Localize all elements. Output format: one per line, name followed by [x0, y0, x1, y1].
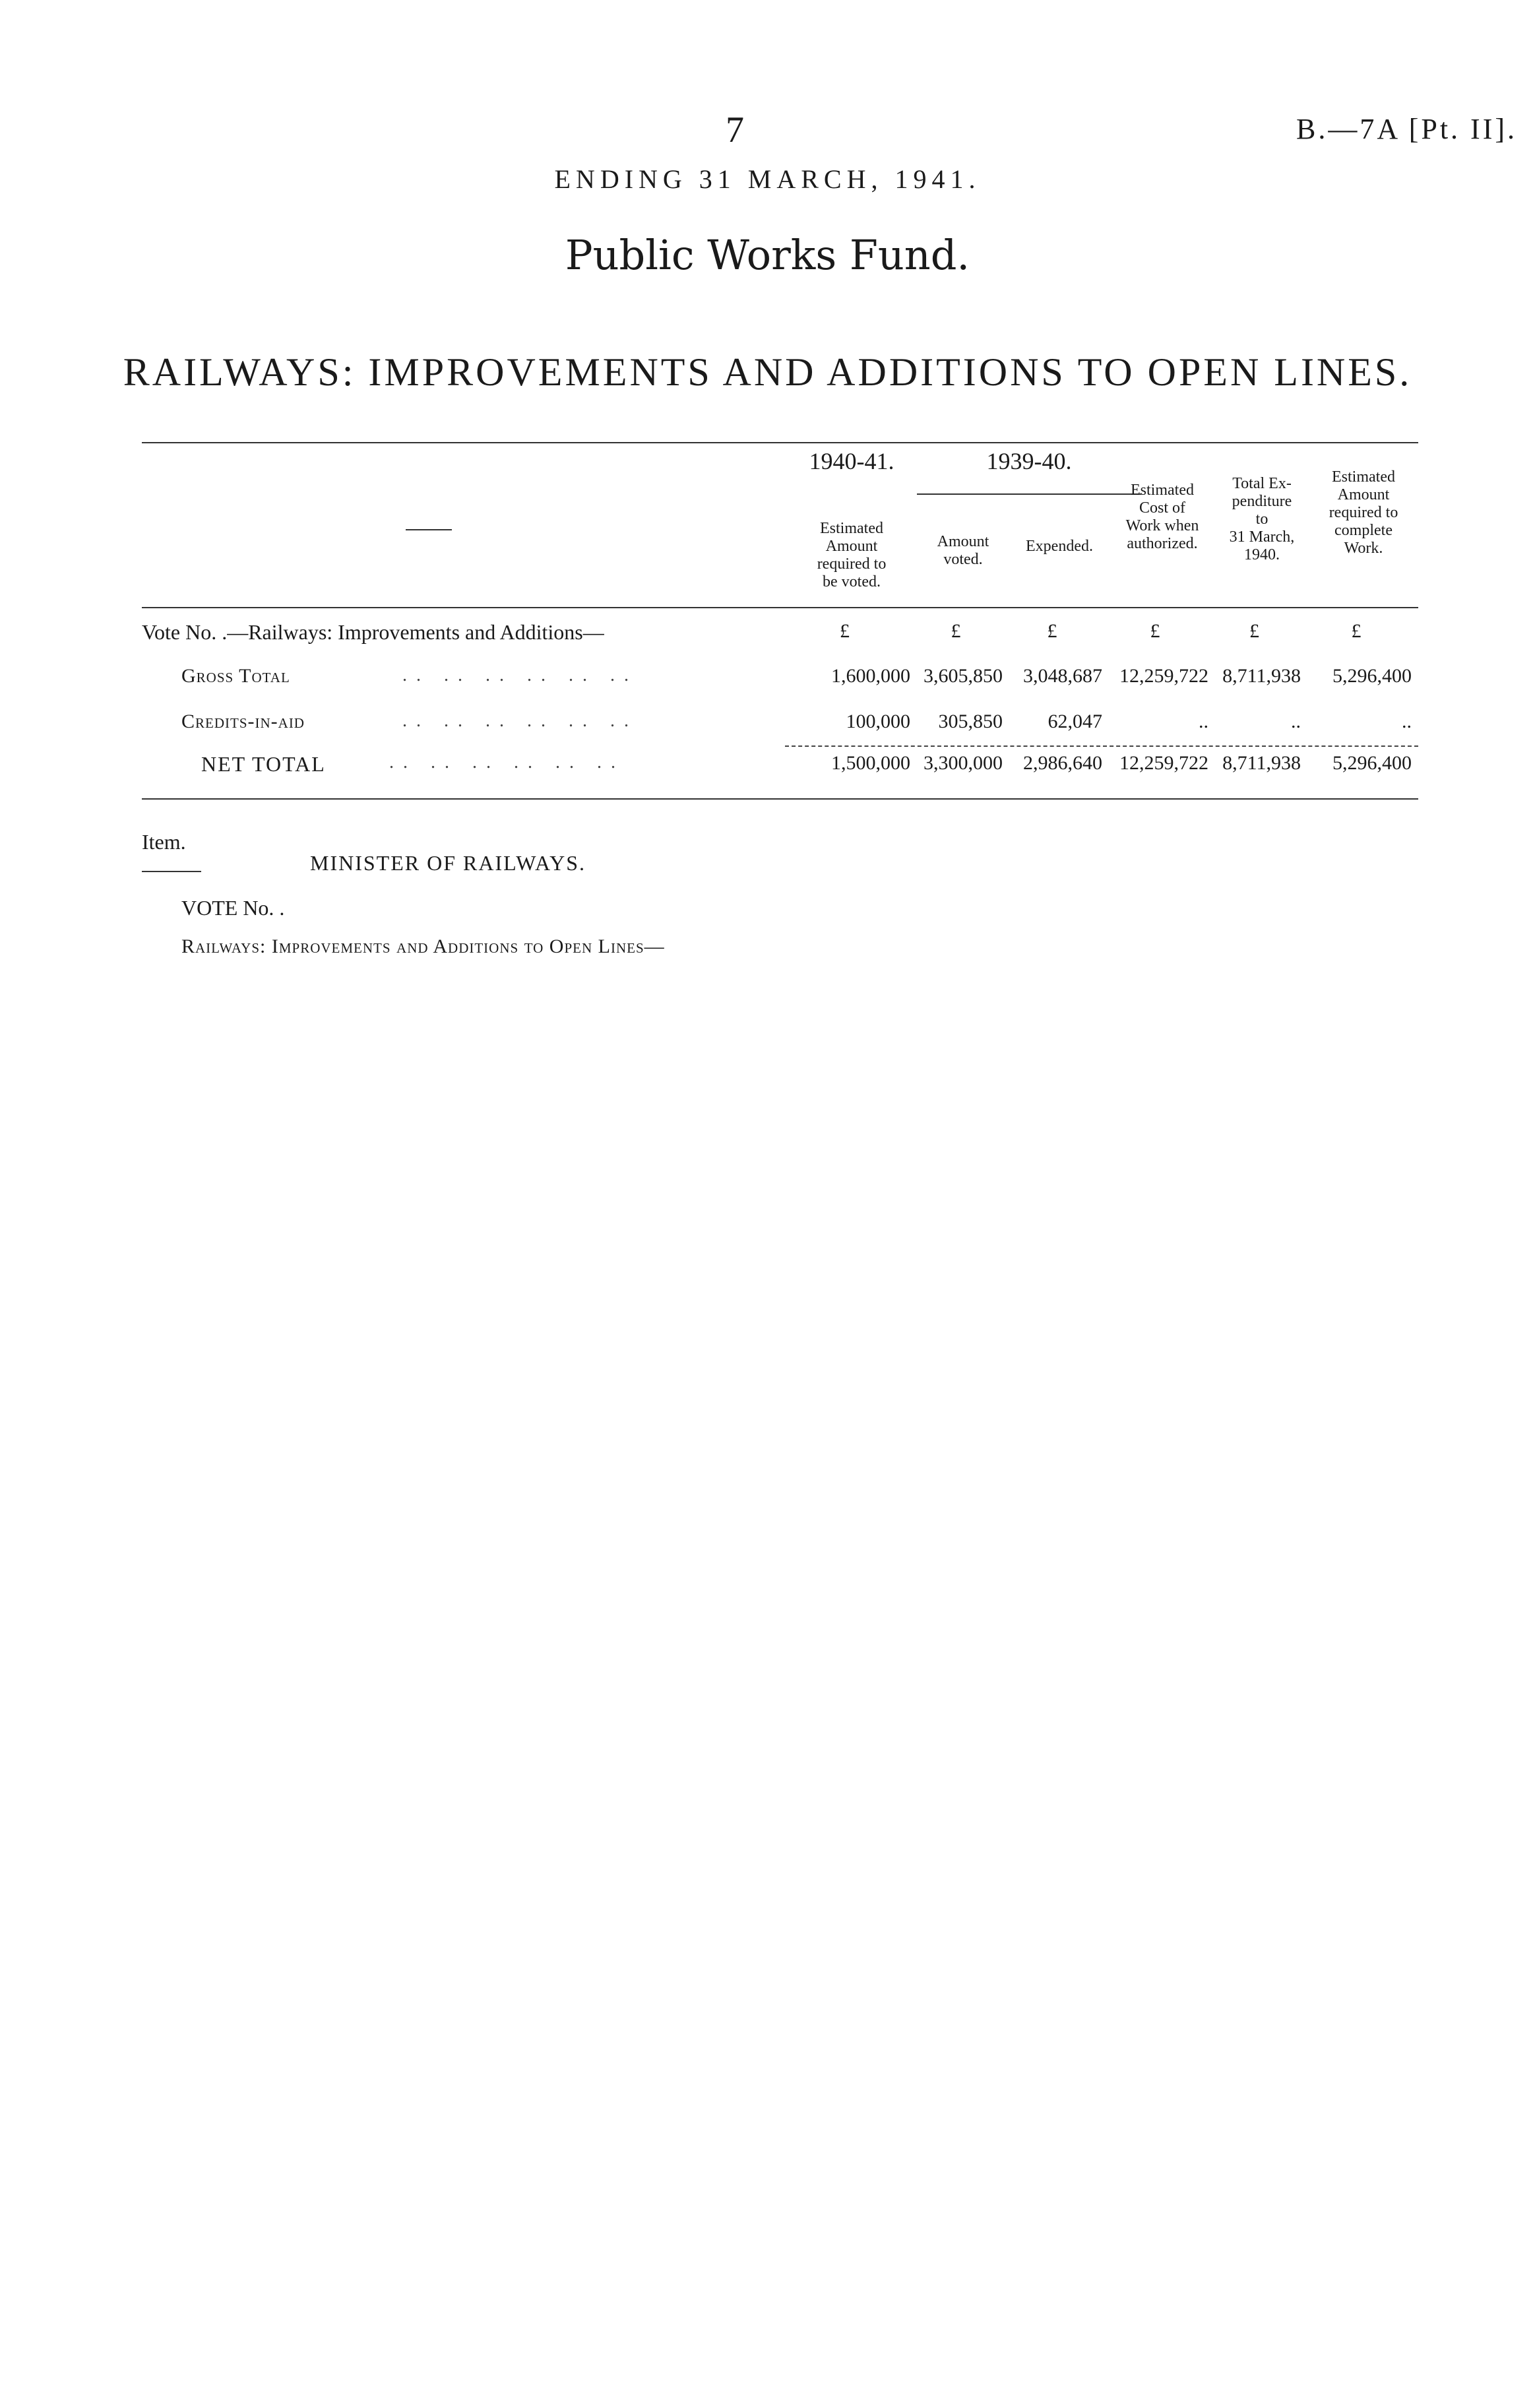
- leader-dots: .. .. .. .. .. ..: [389, 752, 625, 773]
- summary-row-2-col-2: 305,850: [938, 711, 1003, 732]
- summary-row-2-col-5: ..: [1291, 711, 1301, 732]
- summary-row-1-col-5: 8,711,938: [1222, 665, 1301, 687]
- summary-row-label: NET TOTAL: [201, 752, 326, 776]
- col-estimated-complete-header: Estimated Amount required to complete Work.: [1329, 468, 1398, 557]
- summary-pound-sign-6: £: [1351, 620, 1362, 642]
- col-expended-header: Expended.: [1026, 538, 1093, 555]
- summary-row-2-col-3: 62,047: [1048, 711, 1102, 732]
- year-1940-41: 1940-41.: [809, 448, 894, 474]
- header-bottom-rule: [142, 607, 1418, 608]
- table-top-rule: [142, 442, 1418, 443]
- document-reference: B.—7A [Pt. II].: [1296, 113, 1517, 145]
- summary-pound-sign-3: £: [1047, 620, 1057, 642]
- item-column-heading: Item.: [142, 830, 186, 854]
- summary-row-3-col-6: 5,296,400: [1332, 752, 1412, 774]
- fund-title: Public Works Fund.: [565, 231, 970, 279]
- summary-row-2-col-6: ..: [1402, 711, 1412, 732]
- summary-subtotal-rule: [785, 745, 1418, 747]
- summary-pound-sign-4: £: [1150, 620, 1160, 642]
- summary-pound-sign-5: £: [1249, 620, 1259, 642]
- item-heading-underline: [142, 871, 201, 872]
- summary-row-2-col-4: ..: [1199, 711, 1208, 732]
- period-heading: ENDING 31 MARCH, 1941.: [554, 164, 981, 194]
- year-span-rule: [917, 493, 1141, 495]
- leader-dots: .. .. .. .. .. ..: [402, 711, 638, 731]
- summary-row-3-col-2: 3,300,000: [924, 752, 1003, 774]
- summary-row-3-col-5: 8,711,938: [1222, 752, 1301, 774]
- col-estimated-required-header: Estimated Amount required to be voted.: [817, 520, 887, 590]
- summary-pound-sign-2: £: [951, 620, 961, 642]
- summary-row-1-col-2: 3,605,850: [924, 665, 1003, 687]
- minister-heading: MINISTER OF RAILWAYS.: [310, 851, 586, 875]
- year-1939-40: 1939-40.: [986, 448, 1072, 474]
- vote-number-heading: VOTE No. .: [181, 896, 285, 920]
- page-number: 7: [726, 110, 744, 150]
- summary-row-3-col-4: 12,259,722: [1119, 752, 1208, 774]
- summary-row-2-col-1: 100,000: [846, 711, 910, 732]
- col-estimated-cost-header: Estimated Cost of Work when authorized.: [1125, 482, 1199, 552]
- summary-row-3-col-3: 2,986,640: [1023, 752, 1102, 774]
- stub-dash: [406, 529, 452, 530]
- summary-bottom-rule: [142, 798, 1418, 800]
- vote-label: Vote No. .—Railways: Improvements and Additions—: [142, 620, 604, 644]
- summary-pound-sign-1: £: [840, 620, 850, 642]
- summary-row-1-col-6: 5,296,400: [1332, 665, 1412, 687]
- col-amount-voted-header: Amount voted.: [937, 533, 989, 568]
- page-title: RAILWAYS: IMPROVEMENTS AND ADDITIONS TO OPEN LINES.: [123, 350, 1412, 394]
- section-title: Railways: Improvements and Additions to Open Lines—: [181, 935, 665, 957]
- summary-row-1-col-3: 3,048,687: [1023, 665, 1102, 687]
- leader-dots: .. .. .. .. .. ..: [402, 665, 638, 685]
- summary-row-1-col-4: 12,259,722: [1119, 665, 1208, 687]
- col-total-expenditure-header: Total Ex- penditure to 31 March, 1940.: [1229, 475, 1295, 563]
- summary-row-1-col-1: 1,600,000: [831, 665, 910, 687]
- summary-row-label: Gross Total: [181, 665, 290, 687]
- summary-row-label: Credits-in-aid: [181, 711, 305, 732]
- summary-row-3-col-1: 1,500,000: [831, 752, 910, 774]
